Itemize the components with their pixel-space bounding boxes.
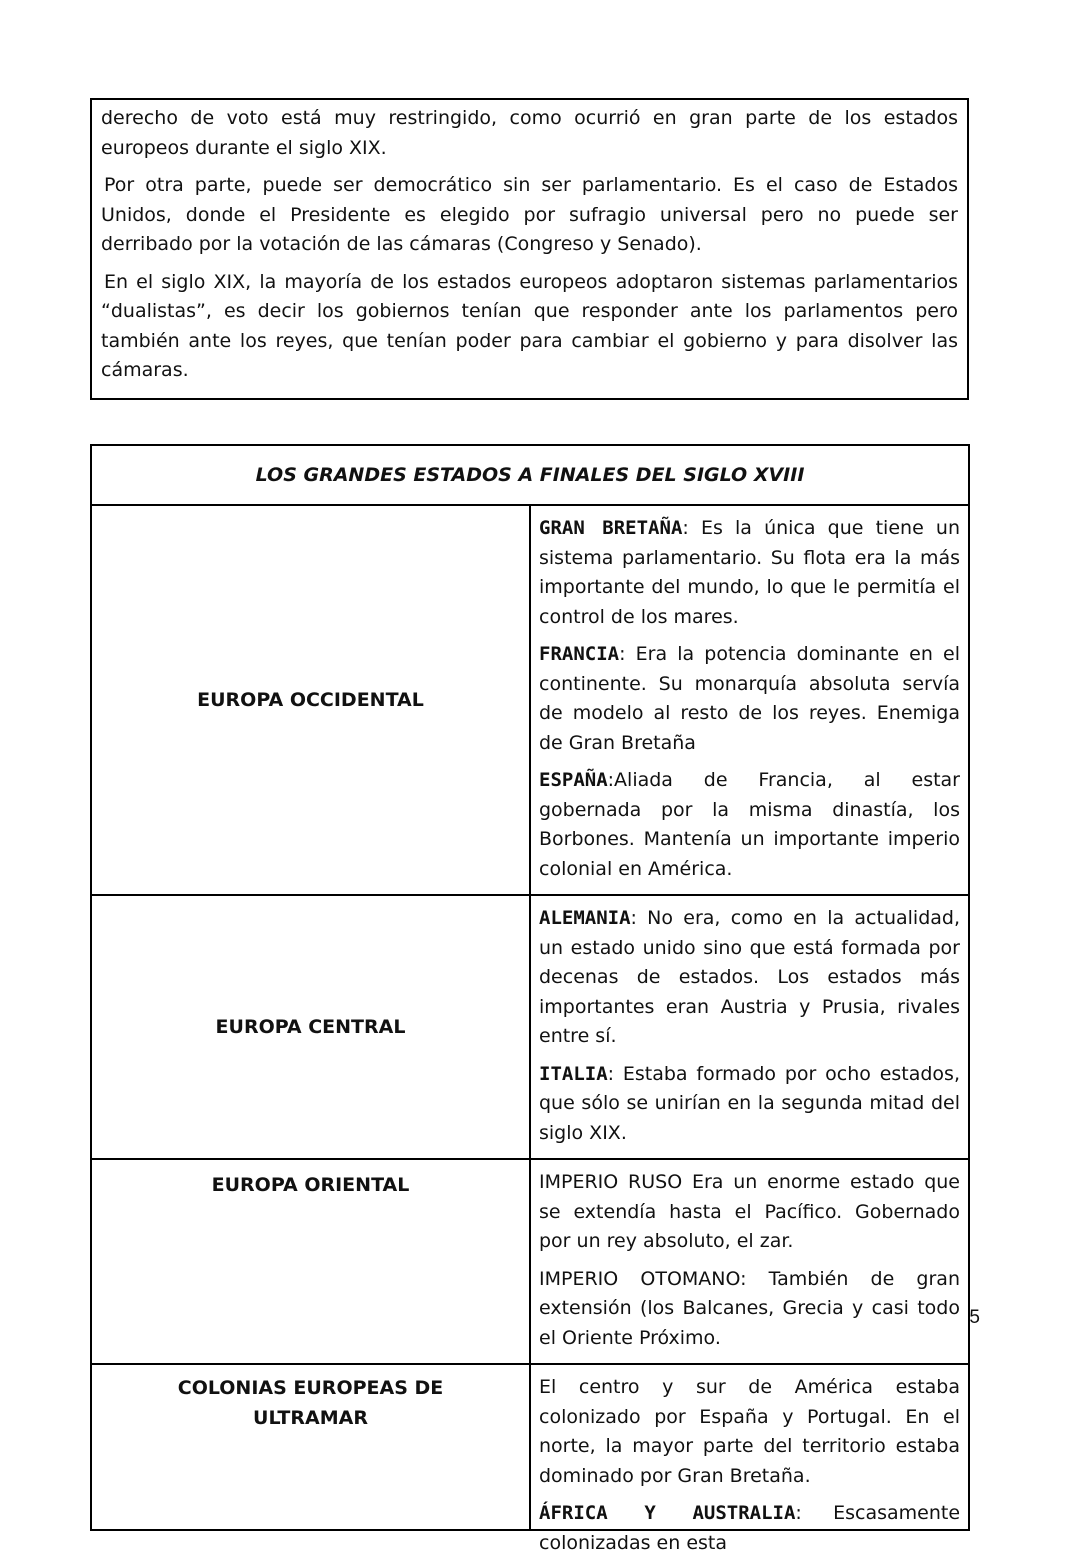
region-cell: COLONIAS EUROPEAS DE ULTRAMAR: [91, 1364, 530, 1530]
entry: [539, 904, 960, 1052]
entry: [539, 1265, 960, 1354]
entry: [539, 766, 960, 884]
entry-text: : Es la única que tiene un sistema parlamentario. Su flota era la más importante del mundo, lo que le permitía el control de los mares.: [539, 517, 960, 628]
region-cell: EUROPA OCCIDENTAL: [91, 505, 530, 895]
table-row: [91, 505, 969, 895]
page-number: 5: [969, 1307, 980, 1328]
entry-label: FRANCIA: [539, 643, 620, 665]
table-row: [91, 1364, 969, 1530]
description-cell: [530, 895, 969, 1159]
entry: [539, 1060, 960, 1149]
entry: [539, 1168, 960, 1257]
entry: [539, 514, 960, 632]
entry-text: El centro y sur de América estaba colonizado por España y Portugal. En el norte, la mayor parte del territorio estaba dominado por Gran Bretaña.: [539, 1376, 960, 1487]
entry-text: : Estaba formado por ocho estados, que sólo se unirían en la segunda mitad del siglo XIX.: [539, 1062, 960, 1144]
intro-paragraph-1: derecho de voto está muy restringido, como ocurrió en gran parte de los estados europeos durante el siglo XIX.: [101, 107, 958, 159]
entry-label: ITALIA: [539, 1062, 608, 1085]
entry-text: IMPERIO OTOMANO: También de gran extensión (los Balcanes, Grecia y casi todo el Oriente Próximo.: [539, 1267, 960, 1349]
region-cell: EUROPA ORIENTAL: [91, 1159, 530, 1364]
entry-label: ÁFRICA Y AUSTRALIA: [539, 1502, 796, 1524]
entry-label: ESPAÑA: [539, 769, 608, 791]
entry-label: GRAN BRETAÑA: [539, 517, 683, 539]
great-states-table: [90, 444, 970, 1554]
entry: [539, 1373, 960, 1491]
entry-label: ALEMANIA: [539, 907, 631, 929]
entry-text: IMPERIO RUSO Era un enorme estado que se extendía hasta el Pacífico. Gobernado por un rey absoluto, el zar.: [539, 1171, 960, 1252]
description-cell: [530, 1159, 969, 1364]
entry-text: : No era, como en la actualidad, un estado unido sino que está formada por decenas de estados. Los estados más importantes eran Austria y Prusia, rivales entre sí.: [539, 907, 960, 1047]
table-row: [91, 895, 969, 1159]
intro-paragraph-3: En el siglo XIX, la mayoría de los estados europeos adoptaron sistemas parlamentarios “dualistas”, es decir los gobiernos tenían que responder ante los parlamentos pero también ante los reyes, que tenían poder para cambiar el gobierno y para disolver las cámaras.: [101, 270, 958, 381]
description-cell: [530, 1364, 969, 1554]
entry-text: :Aliada de Francia, al estar gobernada por la misma dinastía, los Borbones. Mantenía un importante imperio colonial en América.: [539, 769, 960, 880]
entry-text: : Escasamente colonizadas en esta: [539, 1502, 961, 1554]
entry: [539, 1499, 961, 1554]
intro-text-box: [90, 98, 969, 400]
entry: [539, 640, 960, 758]
table-title: LOS GRANDES ESTADOS A FINALES DEL SIGLO XVIII: [91, 445, 969, 505]
intro-paragraph-2: Por otra parte, puede ser democrático sin ser parlamentario. Es el caso de Estados Unidos, donde el Presidente es elegido por sufragio universal pero no puede ser derribado por la votación de las cámaras (Congreso y Senado).: [101, 174, 958, 255]
region-cell: EUROPA CENTRAL: [91, 895, 530, 1159]
description-cell: [530, 505, 969, 895]
table-row: [91, 1159, 969, 1364]
entry-text: : Era la potencia dominante en el continente. Su monarquía absoluta servía de modelo al resto de los reyes. Enemiga de Gran Bretaña: [539, 643, 960, 754]
